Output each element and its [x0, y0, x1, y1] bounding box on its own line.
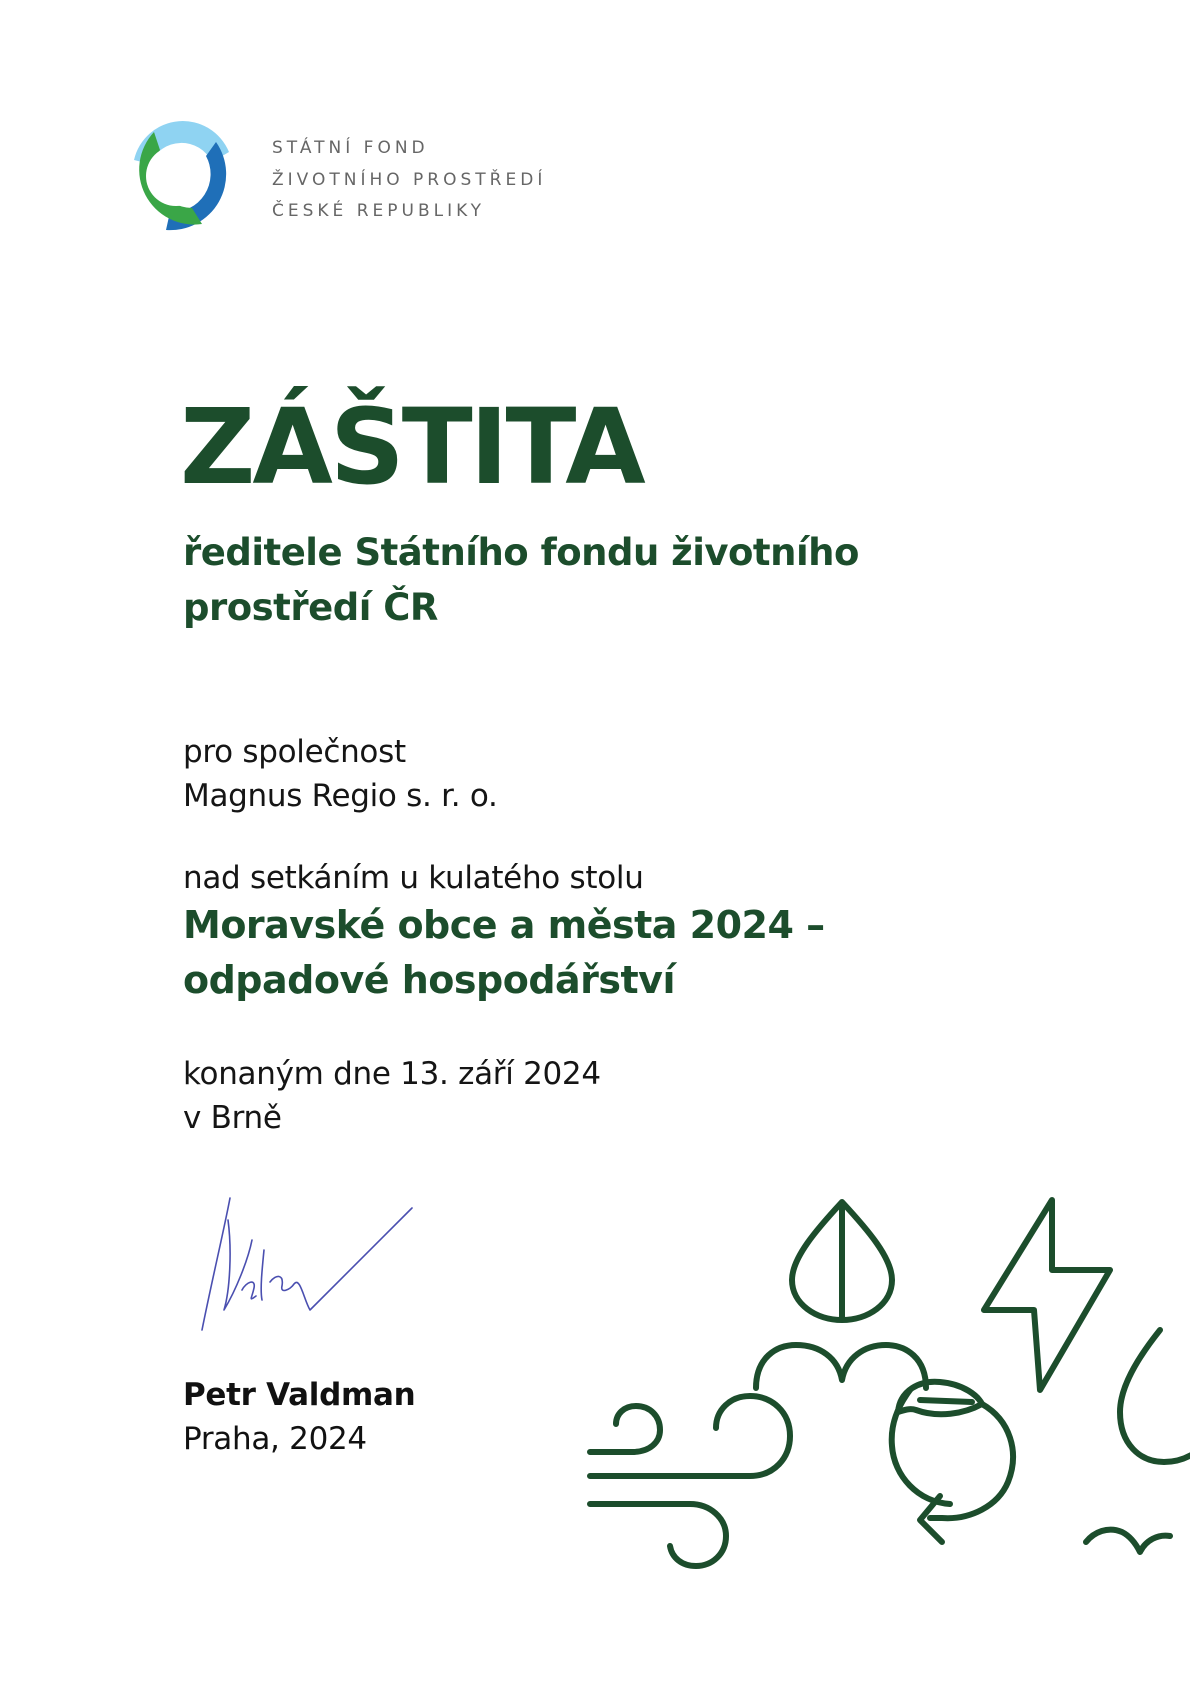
signature — [190, 1190, 430, 1350]
agency-name-line-3: ČESKÉ REPUBLIKY — [272, 201, 486, 221]
event-intro: nad setkáním u kulatého stolu — [183, 860, 644, 896]
leaf-sprout-icon — [756, 1202, 926, 1388]
document-subtitle: ředitele Státního fondu životního prostředí ČR — [183, 531, 859, 629]
recycle-leaf-icon — [892, 1382, 1013, 1542]
recipient-intro: pro společnost — [183, 734, 406, 770]
issue-place-year: Praha, 2024 — [183, 1421, 367, 1457]
event-place: v Brně — [183, 1100, 282, 1136]
event-name-line-2: odpadové hospodářství — [183, 958, 675, 1002]
wind-icon — [590, 1396, 790, 1566]
decorative-icons — [580, 1190, 1190, 1683]
event-name — [183, 898, 825, 1008]
event-name-line-1: Moravské obce a města 2024 – — [183, 903, 825, 947]
lightning-icon — [984, 1200, 1110, 1390]
recipient-name: Magnus Regio s. r. o. — [183, 778, 498, 814]
document-title: ZÁŠTITA — [180, 386, 643, 508]
agency-name-line-2: ŽIVOTNÍHO PROSTŘEDÍ — [272, 169, 547, 190]
agency-logo — [114, 112, 236, 234]
event-date: konaným dne 13. září 2024 — [183, 1056, 601, 1092]
agency-name-line-1: STÁTNÍ FOND — [272, 138, 429, 158]
water-drop-icon — [1086, 1330, 1190, 1552]
agency-name — [272, 133, 546, 228]
signer-name: Petr Valdman — [183, 1377, 416, 1413]
